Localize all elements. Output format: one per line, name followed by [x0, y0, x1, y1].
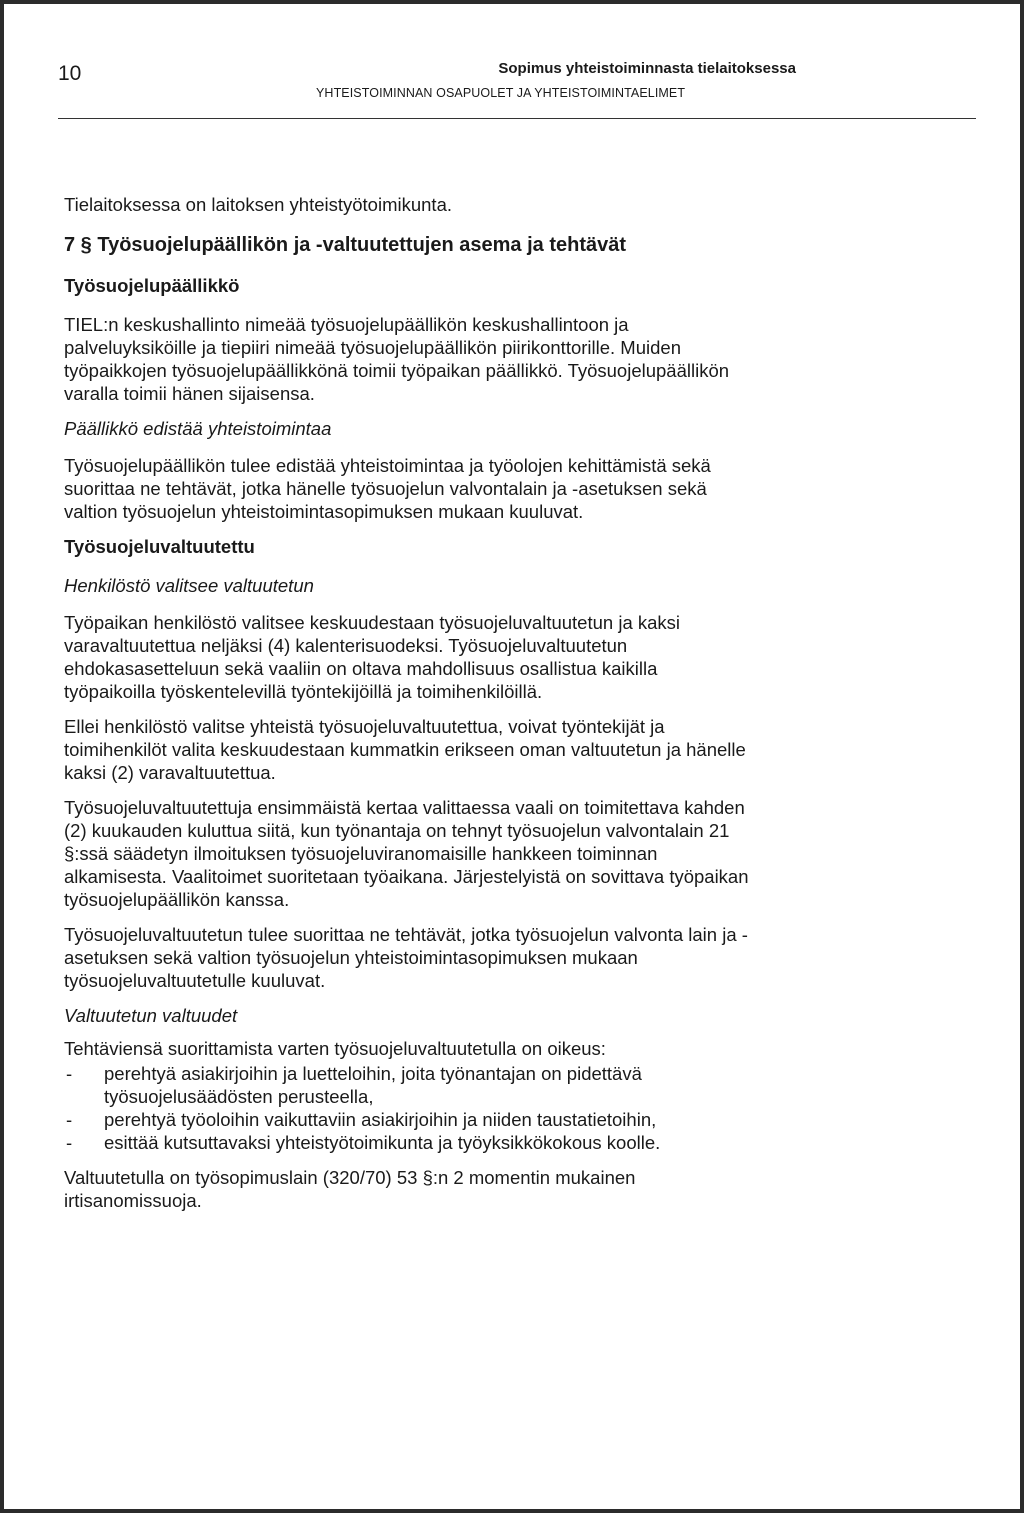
list-lead: Tehtäviensä suorittamista varten työsuojeluvaltuutetulla on oikeus: [64, 1038, 606, 1059]
dash-bullet: - [66, 1063, 73, 1084]
closing-paragraph: Valtuutetulla on työsopimuslain (320/70) 53 §:n 2 momentin mukainen irtisanomissuoja. [64, 1167, 636, 1211]
subheading-safety-representative: Työsuojeluvaltuutettu [64, 536, 255, 557]
list-item-text: perehtyä työoloihin vaikuttaviin asiakirjoihin ja niiden taustatietoihin, [104, 1109, 657, 1130]
italic-subheading: Henkilöstö valitsee valtuutetun [64, 575, 314, 596]
rights-list [64, 1062, 754, 1154]
dash-bullet: - [66, 1132, 73, 1153]
paragraph: Työsuojelupäällikön tulee edistää yhteistoimintaa ja työolojen kehittämistä sekä suorittaa ne tehtävät, jotka hänelle työsuojelun valvontalain ja -asetuksen sekä valtion työsuojelun yhteistoimintasopimuksen mukaan kuuluvat. [64, 455, 711, 522]
subheading-safety-manager: Työsuojelupäällikkö [64, 275, 240, 296]
italic-subheading: Valtuutetun valtuudet [64, 1005, 238, 1026]
running-header-subtitle: YHTEISTOIMINNAN OSAPUOLET JA YHTEISTOIMINTAELIMET [316, 86, 686, 100]
list-item [64, 1131, 754, 1154]
paragraph: Työsuojeluvaltuutetun tulee suorittaa ne tehtävät, jotka työsuojelun valvonta lain ja -asetuksen sekä valtion työsuojelun yhteistoimintasopimuksen mukaan työsuojeluvaltuutetulle kuuluvat. [64, 924, 748, 991]
intro-paragraph: Tielaitoksessa on laitoksen yhteistyötoimikunta. [64, 194, 453, 215]
italic-subheading: Päällikkö edistää yhteistoimintaa [64, 418, 332, 439]
paragraph: Ellei henkilöstö valitse yhteistä työsuojeluvaltuutettua, voivat työntekijät ja toimihenkilöt valita keskuudestaan kummatkin erikseen oman valtuutetun ja hänelle kaksi (2) varavaltuutettua. [64, 716, 746, 783]
paragraph: Työpaikan henkilöstö valitsee keskuudestaan työsuojeluvaltuutetun ja kaksi varavaltuutettua neljäksi (4) kalenterisuodeksi. Työsuojeluvaltuutetun ehdokasasetteluun sekä vaaliin on oltava mahdollisuus osallistua kaikilla työpaikoilla työskentelevillä työntekijöillä ja toimihenkilöillä. [64, 612, 681, 702]
list-item [64, 1062, 754, 1108]
paragraph: Työsuojeluvaltuutettuja ensimmäistä kertaa valittaessa vaali on toimitettava kahden (2) kuukauden kuluttua siitä, kun työnantaja on tehnyt työsuojelun valvontalain 21 §:ssä säädetyn ilmoituksen työsuojeluviranomaisille hankkeen toiminnan alkamisesta. Vaalitoimet suoritetaan työaikana. Järjestelyistä on sovittava työpaikan työsuojelupäällikön kanssa. [64, 797, 749, 910]
list-item-text: perehtyä asiakirjoihin ja luetteloihin, joita työnantajan on pidettävä työsuojelusäädösten perusteella, [104, 1063, 642, 1107]
dash-bullet: - [66, 1109, 73, 1130]
header-divider [58, 118, 976, 119]
document-body [64, 193, 754, 1224]
list-item-text: esittää kutsuttavaksi yhteistyötoimikunta ja työyksikkökokous koolle. [104, 1132, 661, 1153]
section-heading: 7 § Työsuojelupäällikön ja -valtuutettujen asema ja tehtävät [64, 234, 627, 256]
running-header-title: Sopimus yhteistoiminnasta tielaitoksessa [498, 60, 796, 77]
page-number: 10 [58, 62, 82, 85]
list-item [64, 1108, 754, 1131]
paragraph: TIEL:n keskushallinto nimeää työsuojelupäällikön keskushallintoon ja palveluyksiköille ja tiepiiri nimeää työsuojelupäällikön piirikonttorille. Muiden työpaikkojen työsuojelupäällikkönä toimii työpaikan päällikkö. Työsuojelupäällikön varalla toimii hänen sijaisensa. [64, 314, 730, 404]
